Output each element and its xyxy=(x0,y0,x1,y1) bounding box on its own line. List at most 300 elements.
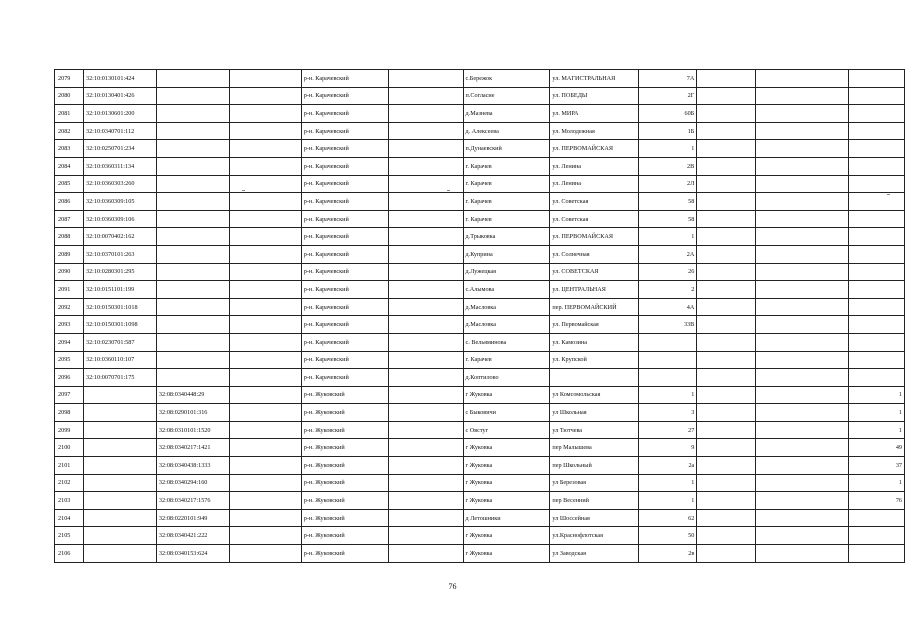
cadastral-number-new xyxy=(156,70,229,88)
empty-cell xyxy=(697,404,756,422)
district-cell: р-н. Жуковский xyxy=(301,457,388,475)
empty-cell xyxy=(388,421,463,439)
empty-cell xyxy=(229,298,301,316)
district-cell: р-н. Карачевский xyxy=(301,105,388,123)
row-number: 2087 xyxy=(55,210,84,228)
cadastral-number-old: 32:10:0230701:587 xyxy=(83,333,156,351)
locality-cell: п.Согласие xyxy=(463,87,550,105)
table-row xyxy=(55,70,905,88)
row-number: 2105 xyxy=(55,527,84,545)
district-cell: р-н. Карачевский xyxy=(301,140,388,158)
house-number-cell: 1 xyxy=(639,140,697,158)
empty-cell xyxy=(756,474,849,492)
registry-table xyxy=(54,69,905,563)
locality-cell: г Жуковка xyxy=(463,457,550,475)
cadastral-number-old xyxy=(83,421,156,439)
extra-number-cell xyxy=(848,281,904,299)
house-number-cell: 58 xyxy=(639,210,697,228)
empty-cell xyxy=(697,527,756,545)
district-cell: р-н. Карачевский xyxy=(301,333,388,351)
empty-cell xyxy=(388,369,463,387)
empty-cell xyxy=(388,333,463,351)
empty-cell xyxy=(756,228,849,246)
table-row xyxy=(55,263,905,281)
empty-cell xyxy=(388,157,463,175)
street-cell: ул. Крупской xyxy=(550,351,639,369)
empty-cell xyxy=(388,457,463,475)
house-number-cell: 1 xyxy=(639,228,697,246)
house-number-cell: 1 xyxy=(639,386,697,404)
empty-cell xyxy=(229,509,301,527)
empty-cell xyxy=(388,87,463,105)
street-cell: ул Комсомольская xyxy=(550,386,639,404)
row-number: 2097 xyxy=(55,386,84,404)
row-number: 2099 xyxy=(55,421,84,439)
row-number: 2083 xyxy=(55,140,84,158)
cadastral-number-new xyxy=(156,369,229,387)
empty-cell xyxy=(756,210,849,228)
empty-cell xyxy=(697,316,756,334)
house-number-cell: 33В xyxy=(639,316,697,334)
empty-cell xyxy=(229,369,301,387)
table-row xyxy=(55,105,905,123)
empty-cell xyxy=(756,105,849,123)
locality-cell: г Жуковка xyxy=(463,386,550,404)
empty-cell xyxy=(756,333,849,351)
empty-cell xyxy=(697,87,756,105)
empty-cell xyxy=(388,70,463,88)
street-cell: ул Тютчева xyxy=(550,421,639,439)
extra-number-cell xyxy=(848,545,904,563)
row-number: 2100 xyxy=(55,439,84,457)
empty-cell xyxy=(697,281,756,299)
street-cell: пер Весенний xyxy=(550,492,639,510)
locality-cell: д.Мазнева xyxy=(463,105,550,123)
cadastral-number-old xyxy=(83,474,156,492)
empty-cell xyxy=(229,316,301,334)
row-number: 2089 xyxy=(55,245,84,263)
table-row xyxy=(55,351,905,369)
extra-number-cell: 1 xyxy=(848,404,904,422)
cadastral-number-new: 32:08:0340448:29 xyxy=(156,386,229,404)
cadastral-number-old: 32:10:0130601:200 xyxy=(83,105,156,123)
locality-cell: г Жуковка xyxy=(463,492,550,510)
house-number-cell xyxy=(639,333,697,351)
street-cell: ул. Ленина xyxy=(550,175,639,193)
row-number: 2080 xyxy=(55,87,84,105)
extra-number-cell xyxy=(848,87,904,105)
empty-cell xyxy=(697,298,756,316)
table-row xyxy=(55,545,905,563)
extra-number-cell xyxy=(848,70,904,88)
cadastral-number-old: 32:10:0360303:260 xyxy=(83,175,156,193)
cadastral-number-new xyxy=(156,333,229,351)
cadastral-number-new: 32:08:0340421:222 xyxy=(156,527,229,545)
cadastral-number-old: 32:10:0070701:175 xyxy=(83,369,156,387)
street-cell: ул. ЦЕНТРАЛЬНАЯ xyxy=(550,281,639,299)
table-row xyxy=(55,386,905,404)
cadastral-number-old: 32:10:0130101:424 xyxy=(83,70,156,88)
locality-cell: г Жуковка xyxy=(463,545,550,563)
table-row xyxy=(55,333,905,351)
empty-cell xyxy=(388,122,463,140)
house-number-cell: 2Л xyxy=(639,175,697,193)
table-row xyxy=(55,175,905,193)
empty-cell xyxy=(756,70,849,88)
empty-cell xyxy=(388,245,463,263)
district-cell: р-н. Жуковский xyxy=(301,545,388,563)
street-cell: ул. Солнечная xyxy=(550,245,639,263)
cadastral-number-new: 32:08:0340217:1421 xyxy=(156,439,229,457)
cadastral-number-old xyxy=(83,509,156,527)
extra-number-cell xyxy=(848,369,904,387)
empty-cell xyxy=(697,70,756,88)
extra-number-cell xyxy=(848,193,904,211)
cadastral-number-old xyxy=(83,527,156,545)
empty-cell xyxy=(756,369,849,387)
house-number-cell: 2Г xyxy=(639,87,697,105)
table-row xyxy=(55,474,905,492)
cadastral-number-old: 32:10:0360110:107 xyxy=(83,351,156,369)
empty-cell xyxy=(388,228,463,246)
district-cell: р-н. Жуковский xyxy=(301,404,388,422)
empty-cell xyxy=(697,333,756,351)
house-number-cell: 58 xyxy=(639,193,697,211)
empty-cell xyxy=(388,298,463,316)
locality-cell: с Быковичи xyxy=(463,404,550,422)
row-number: 2101 xyxy=(55,457,84,475)
page-number: 76 xyxy=(448,582,457,591)
locality-cell: д.Масловка xyxy=(463,316,550,334)
cadastral-number-new: 32:08:0310101:1520 xyxy=(156,421,229,439)
locality-cell: д.Трыковка xyxy=(463,228,550,246)
row-number: 2085 xyxy=(55,175,84,193)
house-number-cell: 9 xyxy=(639,439,697,457)
row-number: 2086 xyxy=(55,193,84,211)
cadastral-number-old: 32:10:0280301:295 xyxy=(83,263,156,281)
house-number-cell: 2В xyxy=(639,157,697,175)
table-row xyxy=(55,87,905,105)
cadastral-number-new xyxy=(156,157,229,175)
cadastral-number-new xyxy=(156,316,229,334)
house-number-cell: 2в xyxy=(639,545,697,563)
extra-number-cell xyxy=(848,105,904,123)
empty-cell xyxy=(756,457,849,475)
empty-cell xyxy=(229,105,301,123)
row-number: 2106 xyxy=(55,545,84,563)
extra-number-cell: 76 xyxy=(848,492,904,510)
row-number: 2090 xyxy=(55,263,84,281)
cadastral-number-new xyxy=(156,193,229,211)
extra-number-cell: 49 xyxy=(848,439,904,457)
cadastral-number-new xyxy=(156,281,229,299)
empty-cell xyxy=(756,404,849,422)
street-cell: ул Березовая xyxy=(550,474,639,492)
district-cell: р-н. Карачевский xyxy=(301,228,388,246)
cadastral-number-new xyxy=(156,298,229,316)
locality-cell: г. Карачев xyxy=(463,157,550,175)
empty-cell xyxy=(229,545,301,563)
locality-cell: г Жуковка xyxy=(463,439,550,457)
row-number: 2102 xyxy=(55,474,84,492)
empty-cell xyxy=(756,122,849,140)
empty-cell xyxy=(388,193,463,211)
house-number-cell: 4А xyxy=(639,298,697,316)
extra-number-cell xyxy=(848,333,904,351)
row-number: 2082 xyxy=(55,122,84,140)
empty-cell xyxy=(229,87,301,105)
extra-number-cell xyxy=(848,157,904,175)
house-number-cell: 3 xyxy=(639,404,697,422)
empty-cell xyxy=(229,404,301,422)
locality-cell: г Жуковка xyxy=(463,527,550,545)
empty-cell xyxy=(229,439,301,457)
table-row xyxy=(55,245,905,263)
district-cell: р-н. Жуковский xyxy=(301,474,388,492)
extra-number-cell xyxy=(848,245,904,263)
locality-cell: с.Бережок xyxy=(463,70,550,88)
street-cell xyxy=(550,369,639,387)
locality-cell: д.Коптилово xyxy=(463,369,550,387)
locality-cell: д.Куприна xyxy=(463,245,550,263)
district-cell: р-н. Карачевский xyxy=(301,175,388,193)
house-number-cell: 7А xyxy=(639,70,697,88)
street-cell: ул.Краснофлотская xyxy=(550,527,639,545)
table-row xyxy=(55,439,905,457)
empty-cell xyxy=(756,87,849,105)
cadastral-number-new xyxy=(156,210,229,228)
street-cell: ул. ПЕРВОМАЙСКАЯ xyxy=(550,140,639,158)
empty-cell xyxy=(756,245,849,263)
cadastral-number-old xyxy=(83,492,156,510)
row-number: 2103 xyxy=(55,492,84,510)
scan-speck xyxy=(242,190,245,191)
cadastral-number-old: 32:10:0340701:112 xyxy=(83,122,156,140)
extra-number-cell xyxy=(848,527,904,545)
empty-cell xyxy=(229,70,301,88)
table-row xyxy=(55,509,905,527)
empty-cell xyxy=(229,245,301,263)
cadastral-number-old: 32:10:0360311:134 xyxy=(83,157,156,175)
street-cell: пер. ПЕРВОМАЙСКИЙ xyxy=(550,298,639,316)
empty-cell xyxy=(756,527,849,545)
table-row xyxy=(55,316,905,334)
empty-cell xyxy=(697,105,756,123)
table-row xyxy=(55,457,905,475)
cadastral-number-old: 32:10:0370101:263 xyxy=(83,245,156,263)
extra-number-cell xyxy=(848,263,904,281)
street-cell: ул. Молодежная xyxy=(550,122,639,140)
locality-cell: г Жуковка xyxy=(463,474,550,492)
table-row xyxy=(55,527,905,545)
empty-cell xyxy=(756,193,849,211)
row-number: 2081 xyxy=(55,105,84,123)
empty-cell xyxy=(388,474,463,492)
locality-cell: г. Карачев xyxy=(463,193,550,211)
extra-number-cell: 37 xyxy=(848,457,904,475)
empty-cell xyxy=(388,175,463,193)
row-number: 2092 xyxy=(55,298,84,316)
extra-number-cell xyxy=(848,122,904,140)
table-row xyxy=(55,298,905,316)
house-number-cell xyxy=(639,369,697,387)
empty-cell xyxy=(697,509,756,527)
cadastral-number-old xyxy=(83,439,156,457)
empty-cell xyxy=(756,386,849,404)
table-row xyxy=(55,140,905,158)
locality-cell: г. Карачев xyxy=(463,175,550,193)
cadastral-number-new xyxy=(156,351,229,369)
street-cell: ул. Советская xyxy=(550,210,639,228)
table-row xyxy=(55,122,905,140)
district-cell: р-н. Жуковский xyxy=(301,439,388,457)
table-row xyxy=(55,157,905,175)
locality-cell: д.Масловка xyxy=(463,298,550,316)
empty-cell xyxy=(697,369,756,387)
district-cell: р-н. Карачевский xyxy=(301,281,388,299)
empty-cell xyxy=(697,122,756,140)
street-cell: пер Школьный xyxy=(550,457,639,475)
district-cell: р-н. Карачевский xyxy=(301,122,388,140)
row-number: 2098 xyxy=(55,404,84,422)
cadastral-number-old xyxy=(83,386,156,404)
extra-number-cell: 1 xyxy=(848,386,904,404)
empty-cell xyxy=(756,421,849,439)
row-number: 2094 xyxy=(55,333,84,351)
district-cell: р-н. Карачевский xyxy=(301,316,388,334)
row-number: 2079 xyxy=(55,70,84,88)
empty-cell xyxy=(388,140,463,158)
empty-cell xyxy=(697,193,756,211)
house-number-cell: 60Б xyxy=(639,105,697,123)
cadastral-number-old xyxy=(83,545,156,563)
street-cell: ул. Первомайская xyxy=(550,316,639,334)
extra-number-cell: 1 xyxy=(848,421,904,439)
row-number: 2084 xyxy=(55,157,84,175)
empty-cell xyxy=(229,175,301,193)
district-cell: р-н. Карачевский xyxy=(301,298,388,316)
cadastral-number-new: 32:08:0340294:160 xyxy=(156,474,229,492)
empty-cell xyxy=(229,140,301,158)
extra-number-cell: 1 xyxy=(848,474,904,492)
empty-cell xyxy=(756,509,849,527)
locality-cell: д.Лужецкая xyxy=(463,263,550,281)
empty-cell xyxy=(756,492,849,510)
locality-cell: с Овстуг xyxy=(463,421,550,439)
empty-cell xyxy=(697,175,756,193)
house-number-cell: 62 xyxy=(639,509,697,527)
empty-cell xyxy=(756,545,849,563)
house-number-cell: 27 xyxy=(639,421,697,439)
extra-number-cell xyxy=(848,210,904,228)
row-number: 2104 xyxy=(55,509,84,527)
extra-number-cell xyxy=(848,298,904,316)
street-cell: ул. Ленина xyxy=(550,157,639,175)
scan-speck xyxy=(447,190,450,191)
district-cell: р-н. Карачевский xyxy=(301,263,388,281)
district-cell: р-н. Карачевский xyxy=(301,351,388,369)
row-number: 2096 xyxy=(55,369,84,387)
house-number-cell: 2 xyxy=(639,281,697,299)
empty-cell xyxy=(229,210,301,228)
empty-cell xyxy=(229,351,301,369)
locality-cell: г. Карачев xyxy=(463,210,550,228)
empty-cell xyxy=(388,210,463,228)
street-cell: ул. Советская xyxy=(550,193,639,211)
street-cell: ул Заводская xyxy=(550,545,639,563)
house-number-cell: 1 xyxy=(639,492,697,510)
extra-number-cell xyxy=(848,316,904,334)
empty-cell xyxy=(756,439,849,457)
cadastral-number-new xyxy=(156,105,229,123)
extra-number-cell xyxy=(848,228,904,246)
empty-cell xyxy=(756,175,849,193)
table-row xyxy=(55,404,905,422)
empty-cell xyxy=(756,157,849,175)
cadastral-number-old: 32:10:0250701:234 xyxy=(83,140,156,158)
house-number-cell: 26 xyxy=(639,263,697,281)
cadastral-number-new: 32:08:0290101:316 xyxy=(156,404,229,422)
empty-cell xyxy=(229,386,301,404)
table-row xyxy=(55,492,905,510)
street-cell: ул Школьная xyxy=(550,404,639,422)
empty-cell xyxy=(388,527,463,545)
empty-cell xyxy=(756,298,849,316)
row-number: 2091 xyxy=(55,281,84,299)
house-number-cell: 50 xyxy=(639,527,697,545)
locality-cell: п.Дунаевский xyxy=(463,140,550,158)
street-cell: ул. СОВЕТСКАЯ xyxy=(550,263,639,281)
empty-cell xyxy=(756,281,849,299)
cadastral-number-old: 32:10:0151101:199 xyxy=(83,281,156,299)
empty-cell xyxy=(697,140,756,158)
street-cell: ул. МАГИСТРАЛЬНАЯ xyxy=(550,70,639,88)
district-cell: р-н. Карачевский xyxy=(301,245,388,263)
empty-cell xyxy=(229,122,301,140)
table-row xyxy=(55,281,905,299)
empty-cell xyxy=(697,210,756,228)
cadastral-number-new xyxy=(156,245,229,263)
empty-cell xyxy=(697,439,756,457)
cadastral-number-old xyxy=(83,404,156,422)
street-cell: пер Малышева xyxy=(550,439,639,457)
district-cell: р-н. Карачевский xyxy=(301,87,388,105)
cadastral-number-new xyxy=(156,122,229,140)
cadastral-number-old: 32:10:0150301:1098 xyxy=(83,316,156,334)
cadastral-number-new: 32:08:0220101:949 xyxy=(156,509,229,527)
district-cell: р-н. Карачевский xyxy=(301,210,388,228)
house-number-cell xyxy=(639,351,697,369)
cadastral-number-old: 32:10:0360309:106 xyxy=(83,210,156,228)
cadastral-number-new xyxy=(156,140,229,158)
extra-number-cell xyxy=(848,140,904,158)
empty-cell xyxy=(756,263,849,281)
empty-cell xyxy=(756,316,849,334)
extra-number-cell xyxy=(848,509,904,527)
empty-cell xyxy=(388,492,463,510)
locality-cell: с. Вельяминова xyxy=(463,333,550,351)
table-row xyxy=(55,369,905,387)
cadastral-number-new xyxy=(156,263,229,281)
empty-cell xyxy=(697,263,756,281)
row-number: 2093 xyxy=(55,316,84,334)
district-cell: р-н. Карачевский xyxy=(301,193,388,211)
house-number-cell: 2а xyxy=(639,457,697,475)
empty-cell xyxy=(697,492,756,510)
street-cell: ул. ПЕРВОМАЙСКАЯ xyxy=(550,228,639,246)
empty-cell xyxy=(388,386,463,404)
house-number-cell: 1 xyxy=(639,474,697,492)
